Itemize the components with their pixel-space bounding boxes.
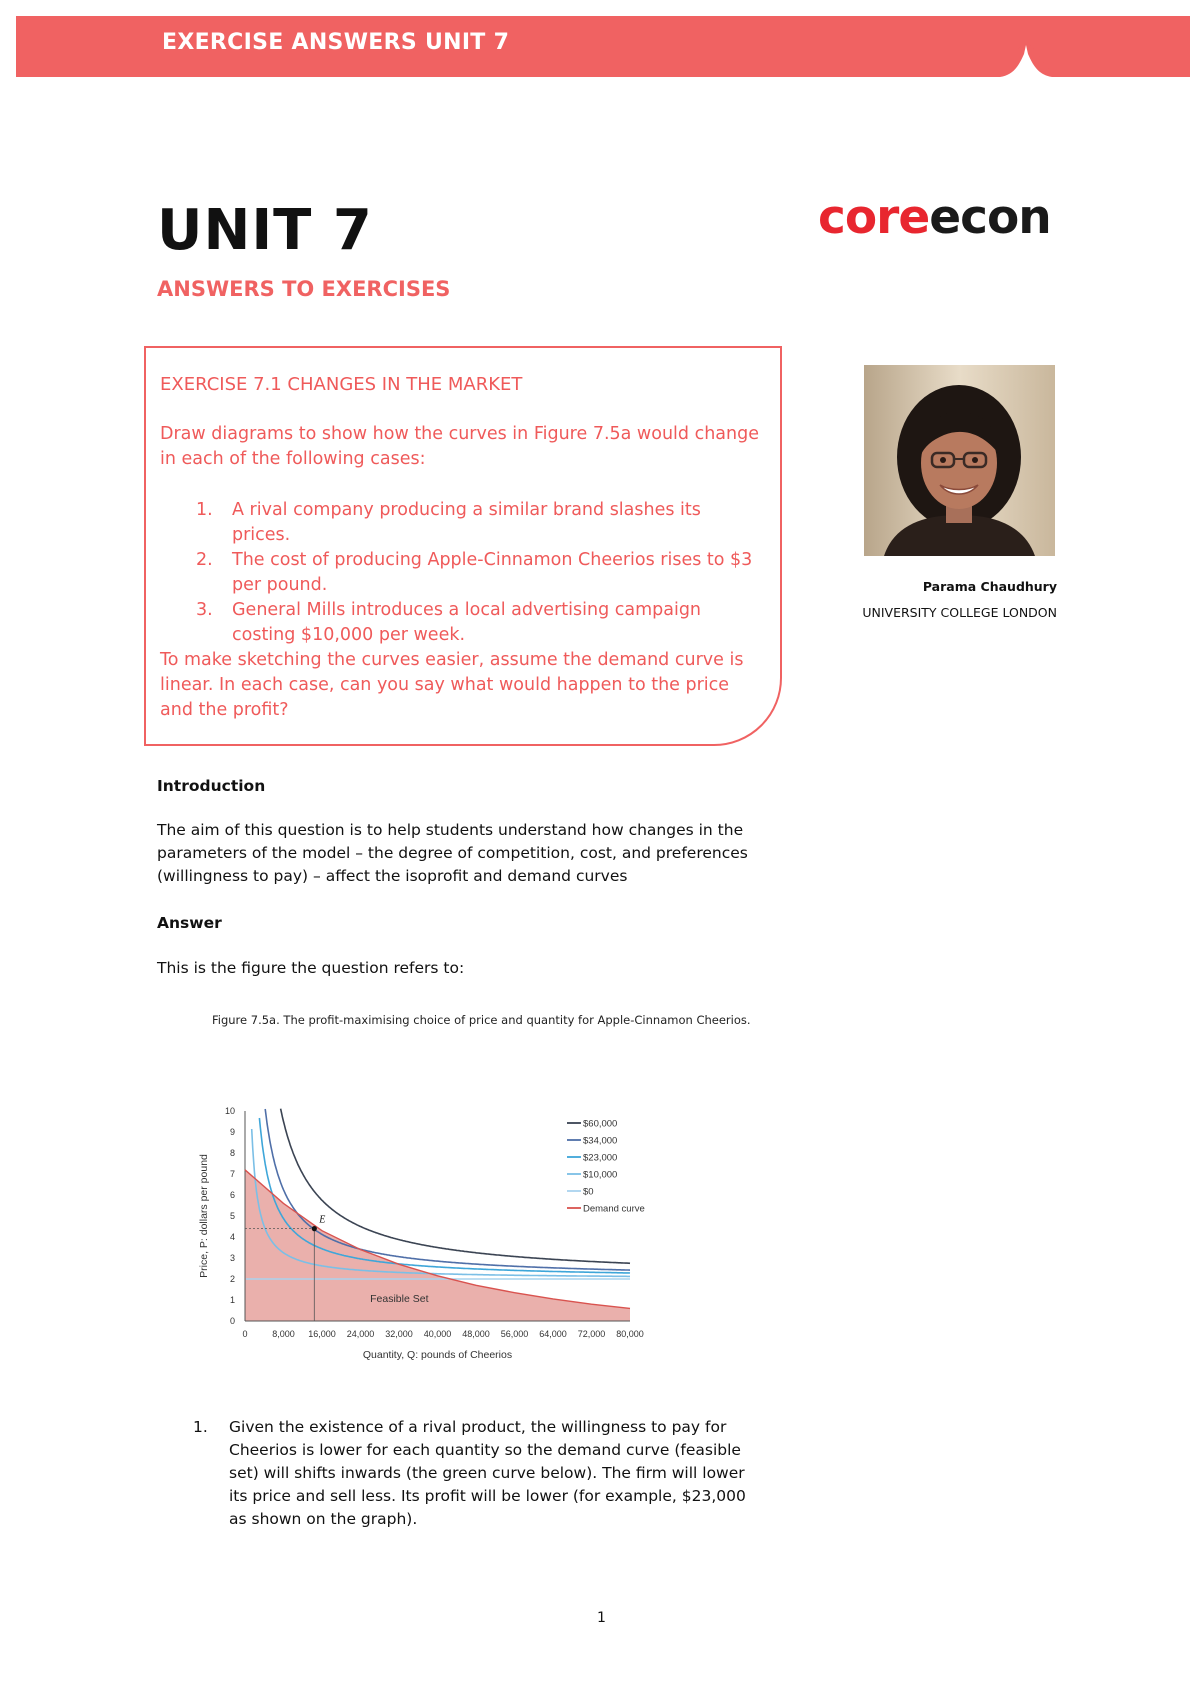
answer-body: This is the figure the question refers to: [157, 959, 465, 977]
y-tick-label: 5 [229, 1211, 235, 1221]
point-e [312, 1226, 317, 1231]
exercise-item [160, 498, 760, 548]
page-number: 1 [597, 1610, 606, 1626]
introduction-heading: Introduction [157, 777, 266, 795]
exercise-item [160, 548, 760, 598]
feasible-set-label: Feasible Set [370, 1293, 429, 1306]
author-photo [864, 365, 1055, 556]
author-name: Parama Chaudhury [922, 579, 1057, 594]
profit-chart [195, 1095, 715, 1370]
x-tick-label: 24,000 [346, 1329, 375, 1339]
point-e-label: E [319, 1214, 326, 1226]
item-number: 1. [196, 500, 213, 520]
x-tick-label: 0 [242, 1329, 248, 1339]
y-tick-label: 4 [229, 1232, 235, 1242]
answer-list [157, 1416, 767, 1531]
feasible-set-area [245, 1170, 630, 1321]
item-number: 1. [193, 1418, 208, 1436]
coreecon-logo [818, 190, 1051, 245]
author-affiliation: UNIVERSITY COLLEGE LONDON [862, 605, 1057, 620]
y-tick-label: 0 [229, 1316, 235, 1326]
x-tick-label: 8,000 [272, 1329, 295, 1339]
y-tick-label: 3 [229, 1253, 235, 1263]
exercise-heading: EXERCISE 7.1 CHANGES IN THE MARKET [160, 374, 523, 395]
unit-title: UNIT 7 [157, 198, 373, 263]
legend-label: $10,000 [583, 1169, 618, 1181]
figure-caption: Figure 7.5a. The profit-maximising choice of price and quantity for Apple-Cinnamon Cheerios. [212, 1013, 751, 1027]
header-title: EXERCISE ANSWERS UNIT 7 [162, 30, 510, 55]
legend-label: $23,000 [583, 1152, 618, 1164]
x-axis-label: Quantity, Q: pounds of Cheerios [362, 1349, 513, 1361]
logo-core: core [818, 190, 930, 245]
legend-label: $34,000 [583, 1135, 618, 1147]
x-tick-label: 16,000 [308, 1329, 336, 1339]
y-tick-label: 9 [229, 1127, 235, 1137]
unit-subtitle: ANSWERS TO EXERCISES [157, 277, 451, 301]
item-text: General Mills introduces a local advertising campaign costing $10,000 per week. [232, 600, 702, 645]
item-text: The cost of producing Apple-Cinnamon Cheerios rises to $3 per pound. [232, 550, 753, 595]
y-axis-label: Price, P: dollars per pound [198, 1154, 210, 1278]
y-tick-label: 1 [229, 1295, 235, 1305]
legend-label: Demand curve [583, 1203, 645, 1215]
introduction-body: The aim of this question is to help students understand how changes in the parameters of the model – the degree of competition, cost, and preferences (willingness to pay) – affect the isoprofit and demand curves [157, 821, 748, 885]
y-tick-label: 10 [224, 1106, 235, 1116]
exercise-box [144, 346, 782, 746]
answer-item [157, 1416, 767, 1531]
x-tick-label: 80,000 [616, 1329, 644, 1339]
logo-econ: econ [929, 190, 1051, 245]
item-text: A rival company producing a similar brand slashes its prices. [232, 500, 701, 545]
x-tick-label: 72,000 [577, 1329, 606, 1339]
legend-label: $60,000 [583, 1118, 618, 1130]
exercise-intro: Draw diagrams to show how the curves in Figure 7.5a would change in each of the following cases: [160, 424, 759, 469]
y-tick-label: 7 [229, 1169, 235, 1179]
item-number: 3. [196, 600, 213, 620]
header-notch [960, 42, 1080, 82]
exercise-list [160, 498, 760, 648]
item-number: 2. [196, 550, 213, 570]
item-text: Given the existence of a rival product, the willingness to pay for Cheerios is lower for each quantity so the demand curve (feasible set) will shifts inwards (the green curve below). The firm will lower its price and sell less. Its profit will be lower (for example, $23,000 as shown on the graph). [229, 1418, 746, 1528]
x-tick-label: 64,000 [539, 1329, 567, 1339]
x-tick-label: 56,000 [500, 1329, 529, 1339]
x-tick-label: 40,000 [423, 1329, 452, 1339]
answer-heading: Answer [157, 914, 222, 932]
y-tick-label: 6 [229, 1190, 235, 1200]
x-tick-label: 32,000 [385, 1329, 413, 1339]
y-tick-label: 2 [229, 1274, 235, 1284]
exercise-item [160, 598, 760, 648]
y-tick-label: 8 [229, 1148, 235, 1158]
legend-label: $0 [583, 1186, 594, 1198]
exercise-closing: To make sketching the curves easier, assume the demand curve is linear. In each case, can you say what would happen to the price and the profit? [160, 650, 744, 720]
x-tick-label: 48,000 [462, 1329, 490, 1339]
